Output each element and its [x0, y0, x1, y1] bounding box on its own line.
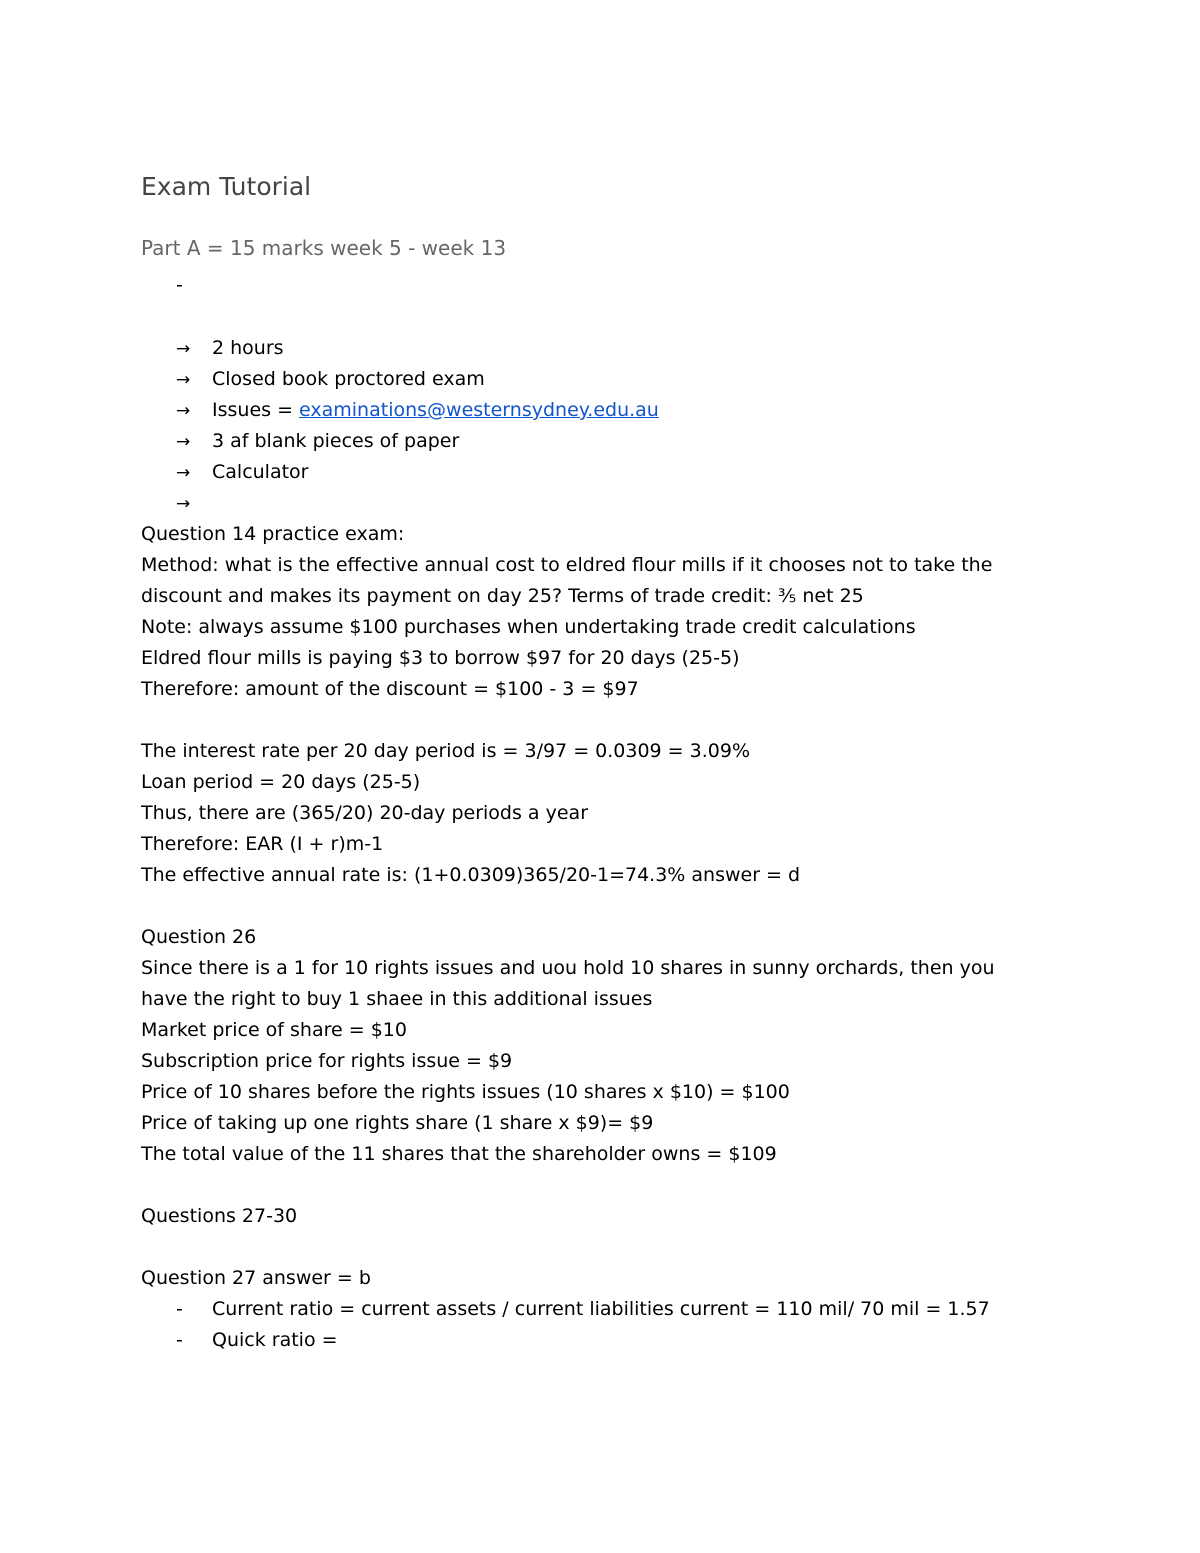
q14-line: Method: what is the effective annual cost to eldred flour mills if it chooses not to take the — [141, 554, 993, 576]
dash-marker: - — [176, 274, 183, 296]
blank-line — [141, 891, 1141, 922]
list-item-text: Current ratio = current assets / current liabilities current = 110 mil/ 70 mil = 1.57 — [212, 1298, 990, 1320]
q14-line: Eldred flour mills is paying $3 to borrow $97 for 20 days (25-5) — [141, 647, 740, 669]
list-item — [176, 457, 659, 488]
q14-line: Therefore: amount of the discount = $100 - 3 = $97 — [141, 678, 639, 700]
q14-calc-line: Therefore: EAR (I + r)m-1 — [141, 833, 384, 855]
q27-list — [141, 1294, 1141, 1356]
q26-line: The total value of the 11 shares that the shareholder owns = $109 — [141, 1143, 777, 1165]
arrow-icon: → — [176, 370, 191, 390]
q14-calc-line: Loan period = 20 days (25-5) — [141, 771, 421, 793]
q27-heading: Question 27 answer = b — [141, 1267, 371, 1289]
list-item-text: 2 hours — [212, 337, 284, 359]
list-item-text: Issues = — [212, 399, 300, 421]
list-item — [176, 333, 659, 364]
list-item — [176, 364, 659, 395]
arrow-icon: → — [176, 401, 191, 421]
arrow-icon: → — [176, 463, 191, 483]
dash-bullet: - — [176, 1329, 183, 1351]
email-link[interactable]: examinations@westernsydney.edu.au — [299, 399, 659, 421]
q26-line: Market price of share = $10 — [141, 1019, 407, 1041]
q26-line: Price of 10 shares before the rights issues (10 shares x $10) = $100 — [141, 1081, 790, 1103]
document-title: Exam Tutorial — [141, 172, 312, 201]
q14-line: discount and makes its payment on day 25? Terms of trade credit: ⅗ net 25 — [141, 585, 864, 607]
list-item — [141, 1294, 1141, 1325]
q26-line: Subscription price for rights issue = $9 — [141, 1050, 513, 1072]
q14-line: Note: always assume $100 purchases when undertaking trade credit calculations — [141, 616, 916, 638]
list-item-text: Calculator — [212, 461, 309, 483]
exam-info-list — [176, 333, 659, 519]
arrow-icon: → — [176, 494, 191, 514]
q14-calc-line: Thus, there are (365/20) 20-day periods a year — [141, 802, 589, 824]
q14-calc-line: The effective annual rate is: (1+0.0309)365/20-1=74.3% answer = d — [141, 864, 801, 886]
blank-line — [141, 1170, 1141, 1201]
arrow-icon: → — [176, 339, 191, 359]
q26-line: have the right to buy 1 shaee in this additional issues — [141, 988, 653, 1010]
list-item-text: Closed book proctored exam — [212, 368, 485, 390]
list-item — [141, 1325, 1141, 1356]
blank-line — [141, 1232, 1141, 1263]
q26-line: Since there is a 1 for 10 rights issues and uou hold 10 shares in sunny orchards, then you — [141, 957, 995, 979]
list-item-text: 3 af blank pieces of paper — [212, 430, 460, 452]
q14-calc-line: The interest rate per 20 day period is = 3/97 = 0.0309 = 3.09% — [141, 740, 750, 762]
document-body — [141, 519, 1141, 1356]
q27-30-heading: Questions 27-30 — [141, 1205, 298, 1227]
dash-bullet: - — [176, 1298, 183, 1320]
q26-heading: Question 26 — [141, 926, 257, 948]
q26-line: Price of taking up one rights share (1 share x $9)= $9 — [141, 1112, 654, 1134]
list-item — [176, 426, 659, 457]
document-subtitle: Part A = 15 marks week 5 - week 13 — [141, 236, 507, 260]
list-item — [176, 488, 659, 519]
list-item — [176, 395, 659, 426]
arrow-icon: → — [176, 432, 191, 452]
q14-heading: Question 14 practice exam: — [141, 523, 405, 545]
blank-line — [141, 705, 1141, 736]
list-item-text: Quick ratio = — [212, 1329, 338, 1351]
